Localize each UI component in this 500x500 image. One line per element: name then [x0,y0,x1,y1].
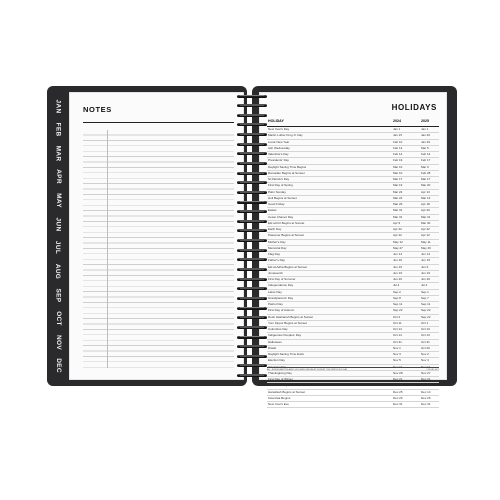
spiral-coil [235,345,269,349]
holiday-name: Martin Luther King Jr. Day [268,133,303,138]
holiday-date-b: Dec 26 [421,395,431,400]
holiday-date-a: Oct 2 [393,314,401,319]
holiday-name: New Year's Day [268,127,290,131]
holiday-date-a: Feb 14 [393,145,403,150]
spiral-coil [235,296,269,300]
holiday-date-b: Mar 31 [421,214,431,219]
spiral-coil [235,123,269,127]
month-tab-label: JAN [54,99,62,113]
spiral-coil [235,335,269,339]
month-tabs [47,96,69,376]
spiral-coil [235,200,269,204]
spiral-coil [235,354,269,358]
holiday-date-a: Jul 4 [393,283,400,288]
holiday-date-a: Apr 22 [393,233,402,238]
month-tab-label: FEB [54,122,62,137]
holiday-date-b: Dec 14 [421,389,431,394]
spiral-coil [235,210,269,214]
notes-title: NOTES [83,105,112,114]
holiday-date-b: Oct 13 [421,333,430,338]
holiday-date-a: Apr 9 [393,220,401,225]
holiday-name: Lunar New Year [268,139,290,144]
notes-ruled-lines [83,130,234,368]
holiday-date-a: Mar 31 [393,208,403,213]
month-tab-label: DEC [54,358,62,374]
holiday-date-b: Jun 15 [421,258,431,263]
holiday-date-b: Jun 14 [421,252,431,256]
holiday-name: First Day of Winter [268,377,293,381]
header-holiday: HOLIDAY [268,119,284,123]
holiday-date-b: Mar 13 [421,195,431,200]
holiday-date-b: Mar 20 [421,183,431,188]
spiral-coil [235,104,269,108]
holiday-name: Columbus Day [268,327,288,331]
holiday-name: Valentine's Day [268,152,289,156]
holiday-date-a: May 27 [393,245,403,250]
holiday-date-a: Oct 14 [393,333,402,338]
holiday-date-b: Oct 31 [421,339,430,344]
month-tab-label: NOV [54,334,62,350]
holidays-title: HOLIDAYS [391,103,437,112]
holiday-name: Election Day [268,358,285,363]
holiday-date-a: Feb 10 [393,139,403,144]
holiday-date-b: Mar 9 [421,164,429,169]
holiday-date-b: May 26 [421,245,431,250]
holiday-date-b: Sep 22 [421,308,431,313]
spiral-binding [235,94,269,378]
notes-margin-line [107,130,108,368]
holiday-name: Grandparents' Day [268,295,294,300]
holiday-date-b: Sep 11 [421,302,431,306]
holiday-name: Presidents' Day [268,158,289,163]
header-year-a: 2024 [393,119,401,123]
holiday-date-a: May 12 [393,239,403,244]
spiral-coil [235,219,269,223]
holiday-date-b: Nov 11 [421,364,431,369]
spiral-coil [235,113,269,117]
holiday-date-b: Apr 13 [421,189,430,194]
holiday-name: Thanksgiving Day [268,370,292,375]
holiday-date-b: Mar 30 [421,220,431,225]
holiday-name: Labor Day [268,289,282,294]
holiday-date-a: Feb 14 [393,152,403,156]
holiday-name: Rosh Hashanah Begins at Sunset [268,314,314,319]
holiday-date-a: Mar 24 [393,189,403,194]
holiday-name: Flag Day [268,252,281,256]
holiday-date-a: Nov 5 [393,358,401,363]
spiral-coil [235,142,269,146]
holiday-date-a: Nov 3 [393,352,401,356]
holiday-name: Yom Kippur Begins at Sunset [268,320,307,325]
holiday-date-a: Mar 17 [393,177,403,181]
holiday-date-b: Oct 1 [421,320,429,325]
holiday-name: Hanukkah Begins at Sunset [268,389,306,394]
holiday-date-b: Jun 20 [421,277,431,281]
month-tab[interactable] [47,167,69,187]
holiday-name: Earth Day [268,227,282,231]
spiral-coil [235,287,269,291]
holiday-date-b: Apr 12 [421,233,430,238]
month-tab[interactable] [47,214,69,234]
month-tab[interactable] [47,356,69,376]
holiday-date-a: Nov 28 [393,370,403,375]
holiday-date-a: Mar 24 [393,195,403,200]
holiday-name: Eid al-Fitr Begins at Sunset [268,220,305,225]
holiday-date-a: Jan 15 [393,133,403,138]
month-tab[interactable] [47,261,69,281]
holiday-name: Ash Wednesday [268,145,290,150]
holiday-name: St Patrick's Day [268,177,290,181]
holiday-date-a: Nov 11 [393,364,403,369]
holiday-date-a: Mar 19 [393,183,403,188]
holiday-name: Independence Day [268,283,294,288]
spiral-coil [235,171,269,175]
planner [47,86,457,406]
holiday-date-a: Sep 8 [393,295,401,300]
holiday-name: Diwali [268,345,277,350]
spiral-coil [235,268,269,272]
footnote-brand: © BLUE SKY [426,369,439,371]
holiday-date-b: Sep 7 [421,295,429,300]
holiday-name: Good Friday [268,202,285,206]
holiday-date-a: Jun 16 [393,258,403,263]
month-tab-label: MAY [54,193,62,208]
holiday-date-a: Jun 19 [393,270,403,275]
holiday-date-b: Oct 13 [421,327,430,331]
holiday-date-b: Nov 27 [421,370,431,375]
spiral-coil [235,181,269,185]
holiday-date-a: Jun 14 [393,252,403,256]
holiday-name: Holi Begins at Sunset [268,195,297,200]
holiday-name: Ramadan Begins at Sunset [268,170,305,175]
holiday-date-b: Dec 21 [421,377,431,381]
holiday-name: First Day of Summer [268,277,296,281]
holiday-name: Easter [268,208,277,213]
header-year-b: 2025 [421,119,429,123]
holiday-date-b: Jan 20 [421,133,431,138]
holiday-date-a: Oct 14 [393,327,402,331]
spiral-coil [235,277,269,281]
holiday-name: First Day of Spring [268,183,293,188]
month-tab[interactable] [47,120,69,140]
holiday-name: Juneteenth [268,270,283,275]
notes-title-rule [83,122,234,123]
holiday-date-b: Jan 1 [421,127,429,131]
month-tab-label: OCT [54,311,62,326]
holiday-name: New Year's Eve [268,402,289,406]
spiral-coil [235,248,269,252]
holiday-date-b: Jul 4 [421,283,428,288]
month-tab[interactable] [47,143,69,163]
spiral-coil [235,152,269,156]
holiday-date-b: Feb 28 [421,170,431,175]
holiday-date-b: Nov 4 [421,358,429,363]
spiral-coil [235,374,269,378]
holiday-date-b: Sep 1 [421,289,429,294]
month-tab[interactable] [47,191,69,211]
holiday-date-a: Dec 26 [393,395,403,400]
holiday-date-b: Apr 18 [421,202,430,206]
month-tab[interactable] [47,96,69,116]
month-tab[interactable] [47,238,69,258]
holiday-date-a: Apr 22 [393,227,402,231]
holiday-name: Daylight Saving Time Begins [268,164,307,169]
holiday-date-b: Mar 17 [421,177,431,181]
holiday-date-a: Oct 11 [393,320,402,325]
spiral-coil [235,229,269,233]
holiday-date-a: Dec 25 [393,383,403,388]
holiday-date-b: Dec 25 [421,383,431,388]
holiday-date-b: Apr 20 [421,208,430,213]
holiday-name: First Day of Autumn [268,308,295,313]
month-tab-label: SEP [54,288,62,302]
holiday-name: Cesar Chavez Day [268,214,294,219]
holiday-date-a: Sep 22 [393,308,403,313]
holiday-name: Veterans Day [268,364,287,369]
spiral-coil [235,133,269,137]
holiday-date-b: Feb 17 [421,158,431,163]
holiday-name: Daylight Saving Time Ends [268,352,304,356]
holiday-name: Indigenous Peoples' Day [268,333,302,338]
holiday-name: Mother's Day [268,239,286,244]
holiday-name: Kwanzaa Begins [268,395,291,400]
holiday-date-a: Jan 1 [393,127,401,131]
holiday-date-a: Mar 10 [393,170,403,175]
holiday-date-b: May 11 [421,239,431,244]
holiday-date-b: Jun 6 [421,264,429,269]
holiday-name: Christmas Day [268,383,288,388]
spiral-coil [235,316,269,320]
holiday-date-a: Nov 1 [393,345,401,350]
holiday-name: Father's Day [268,258,285,263]
holiday-date-a: Oct 31 [393,339,402,344]
month-tab-label: MAR [54,145,62,162]
holiday-name: Passover Begins at Sunset [268,233,305,238]
spiral-coil [235,364,269,368]
holiday-date-a: Dec 25 [393,389,403,394]
holiday-date-a: Mar 31 [393,214,403,219]
holiday-date-a: Mar 29 [393,202,403,206]
holiday-name: Memorial Day [268,245,287,250]
holiday-date-b: Dec 31 [421,402,431,406]
month-tab-label: JUN [54,217,62,232]
spiral-coil [235,306,269,310]
holiday-date-a: Sep 2 [393,289,401,294]
spiral-coil [235,161,269,165]
holiday-name: Eid al-Adha Begins at Sunset [268,264,308,269]
holiday-date-a: Jun 16 [393,264,403,269]
holiday-date-b: Feb 14 [421,152,431,156]
holiday-name: Halloween [268,339,283,344]
holiday-date-a: Dec 21 [393,377,403,381]
holiday-date-b: Nov 2 [421,352,429,356]
holiday-date-b: Oct 20 [421,345,430,350]
holiday-name: Palm Sunday [268,189,286,194]
holiday-row [267,402,439,408]
month-tab-label: AUG [54,263,62,280]
holiday-date-b: Sep 22 [421,314,431,319]
spiral-coil [235,94,269,98]
holiday-date-b: Jun 19 [421,270,431,275]
holiday-date-b: Apr 22 [421,227,430,231]
month-tab[interactable] [47,309,69,329]
spiral-coil [235,325,269,329]
holiday-date-a: Sep 11 [393,302,403,306]
spiral-coil [235,190,269,194]
month-tab[interactable] [47,332,69,352]
month-tab[interactable] [47,285,69,305]
holiday-date-a: Jun 20 [393,277,403,281]
spiral-coil [235,258,269,262]
holiday-date-a: Feb 19 [393,158,403,163]
holiday-date-a: Mar 10 [393,164,403,169]
notes-page [69,92,244,380]
holiday-date-a: Dec 31 [393,402,403,406]
holiday-date-b: Mar 5 [421,145,429,150]
month-tab-label: JUL [54,241,62,255]
holiday-name: Patriot Day [268,302,283,306]
spiral-coil [235,239,269,243]
holiday-date-b: Jan 29 [421,139,431,144]
month-tab-label: APR [54,169,62,185]
holidays-table-header [267,119,439,127]
footnote-text: ALL JEWISH AND ISLAMIC HOLIDAYS BEGIN AT SUNSET THE PREVIOUS DAY [267,369,348,371]
holidays-page [259,92,447,406]
